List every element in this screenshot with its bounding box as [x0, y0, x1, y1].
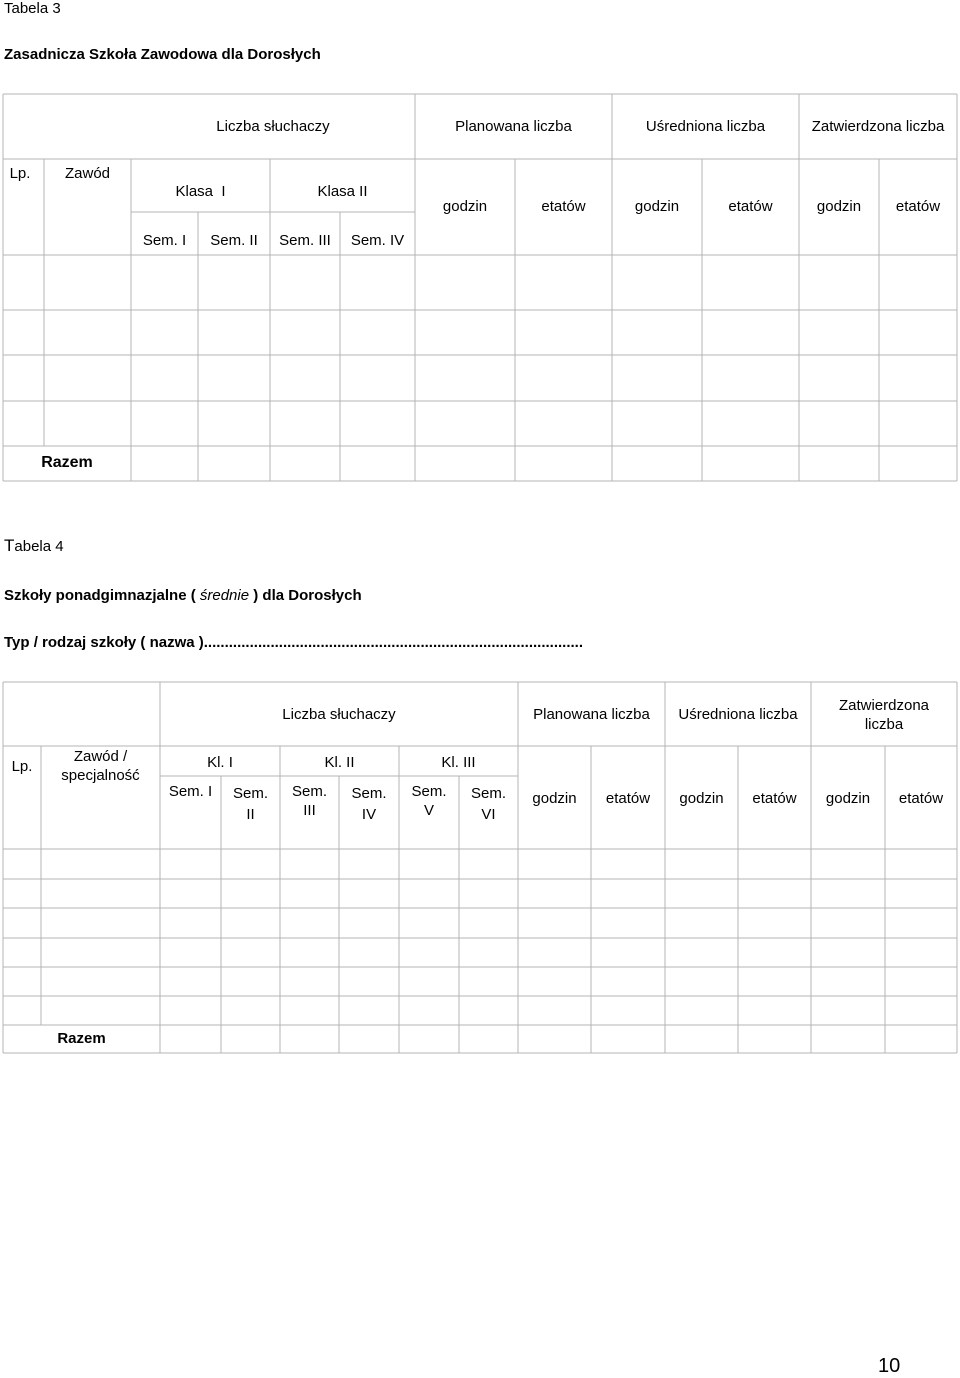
header-usredniona-liczba: Uśredniona liczba	[645, 118, 766, 135]
header-lp: Lp.	[9, 165, 31, 182]
t4-header-godzin-2: godzin	[679, 790, 724, 807]
header-sem-3: Sem. III	[279, 232, 331, 249]
t4-header-sem-6-b: VI	[481, 806, 496, 823]
header-etatow-1: etatów	[541, 198, 586, 215]
t4-header-etatow-1: etatów	[605, 790, 651, 807]
header-godzin-2: godzin	[634, 198, 680, 215]
t4-header-lp: Lp.	[11, 758, 33, 775]
t4-header-zawod-line-1: Zawód /	[73, 748, 128, 765]
t4-header-sem-1	[160, 782, 221, 801]
t4-header-sem-3-b: III	[303, 802, 316, 819]
t4-header-zatwierdzona-line-2: liczba	[864, 716, 904, 733]
t4-header-sem-2-a: Sem.	[232, 785, 268, 802]
t4-header-sem-6-a: Sem.	[470, 785, 506, 802]
table-4-caption-rest: abela 4	[14, 538, 64, 555]
t4-header-sem-5	[399, 782, 459, 820]
header-zatwierdzona-liczba: Zatwierdzona liczba	[811, 118, 945, 135]
header-godzin-3: godzin	[816, 198, 862, 215]
t4-header-kl-1: Kl. I	[207, 754, 233, 771]
table-4-title	[4, 587, 362, 604]
t4-header-sem-5-b: V	[423, 802, 434, 819]
table-4-title-italic: średnie	[199, 587, 250, 604]
table-3-title: Zasadnicza Szkoła Zawodowa dla Dorosłych	[4, 46, 321, 63]
t4-header-etatow-3: etatów	[898, 790, 944, 807]
table-4-caption	[4, 536, 64, 556]
t4-header-zawod-line-2: specjalność	[61, 767, 140, 784]
t4-header-zawod-specjalnosc	[41, 747, 160, 785]
t4-header-etatow-2: etatów	[752, 790, 797, 807]
header-sem-2: Sem. II	[210, 232, 258, 249]
table-3-caption: Tabela 3	[4, 0, 61, 17]
t4-header-liczba-sluchaczy: Liczba słuchaczy	[282, 706, 396, 723]
header-etatow-2: etatów	[728, 198, 773, 215]
t4-header-godzin-1: godzin	[532, 790, 577, 807]
t4-header-sem-4-a: Sem.	[351, 785, 387, 802]
t4-header-sem-3	[280, 782, 339, 820]
table-4-grid	[3, 682, 957, 1053]
t4-header-sem-4	[339, 783, 399, 825]
header-planowana-liczba: Planowana liczba	[455, 118, 572, 135]
header-sem-1: Sem. I	[142, 232, 187, 249]
t4-header-zatwierdzona-liczba	[811, 696, 957, 734]
table-3-grid	[3, 94, 957, 481]
t4-header-kl-2: Kl. II	[324, 754, 355, 771]
table-3-total-label: Razem	[41, 454, 93, 471]
t4-header-planowana-liczba: Planowana liczba	[533, 706, 650, 723]
t4-header-godzin-3: godzin	[825, 790, 871, 807]
t4-header-sem-4-b: IV	[361, 806, 377, 823]
header-klasa-1: Klasa I	[175, 183, 226, 200]
table-4-caption-initial: T	[4, 536, 15, 555]
t4-header-kl-3: Kl. III	[441, 754, 476, 771]
t4-header-usredniona-liczba: Uśredniona liczba	[678, 706, 798, 723]
t4-header-sem-3-a: Sem.	[291, 783, 327, 800]
table-4-title-prefix: Szkoły ponadgimnazjalne (	[4, 587, 200, 604]
table-4-title-suffix: ) dla Dorosłych	[249, 587, 362, 604]
header-godzin-1: godzin	[442, 198, 488, 215]
page-number: 10	[878, 1355, 901, 1377]
t4-header-sem-1-a: Sem. I	[168, 783, 213, 800]
school-type-line: Typ / rodzaj szkoły ( nazwa )...........................................................................................	[4, 634, 584, 651]
t4-header-sem-5-a: Sem.	[411, 783, 447, 800]
header-etatow-3: etatów	[895, 198, 941, 215]
table-4-total-label: Razem	[57, 1030, 106, 1047]
header-zawod: Zawód	[64, 165, 111, 182]
t4-header-sem-6	[459, 783, 518, 825]
t4-header-sem-2	[221, 783, 280, 825]
t4-header-zatwierdzona-line-1: Zatwierdzona	[838, 697, 930, 714]
header-sem-4: Sem. IV	[350, 232, 405, 249]
header-liczba-sluchaczy: Liczba słuchaczy	[216, 118, 330, 135]
header-klasa-2: Klasa II	[317, 183, 368, 200]
t4-header-sem-2-b: II	[246, 806, 255, 823]
